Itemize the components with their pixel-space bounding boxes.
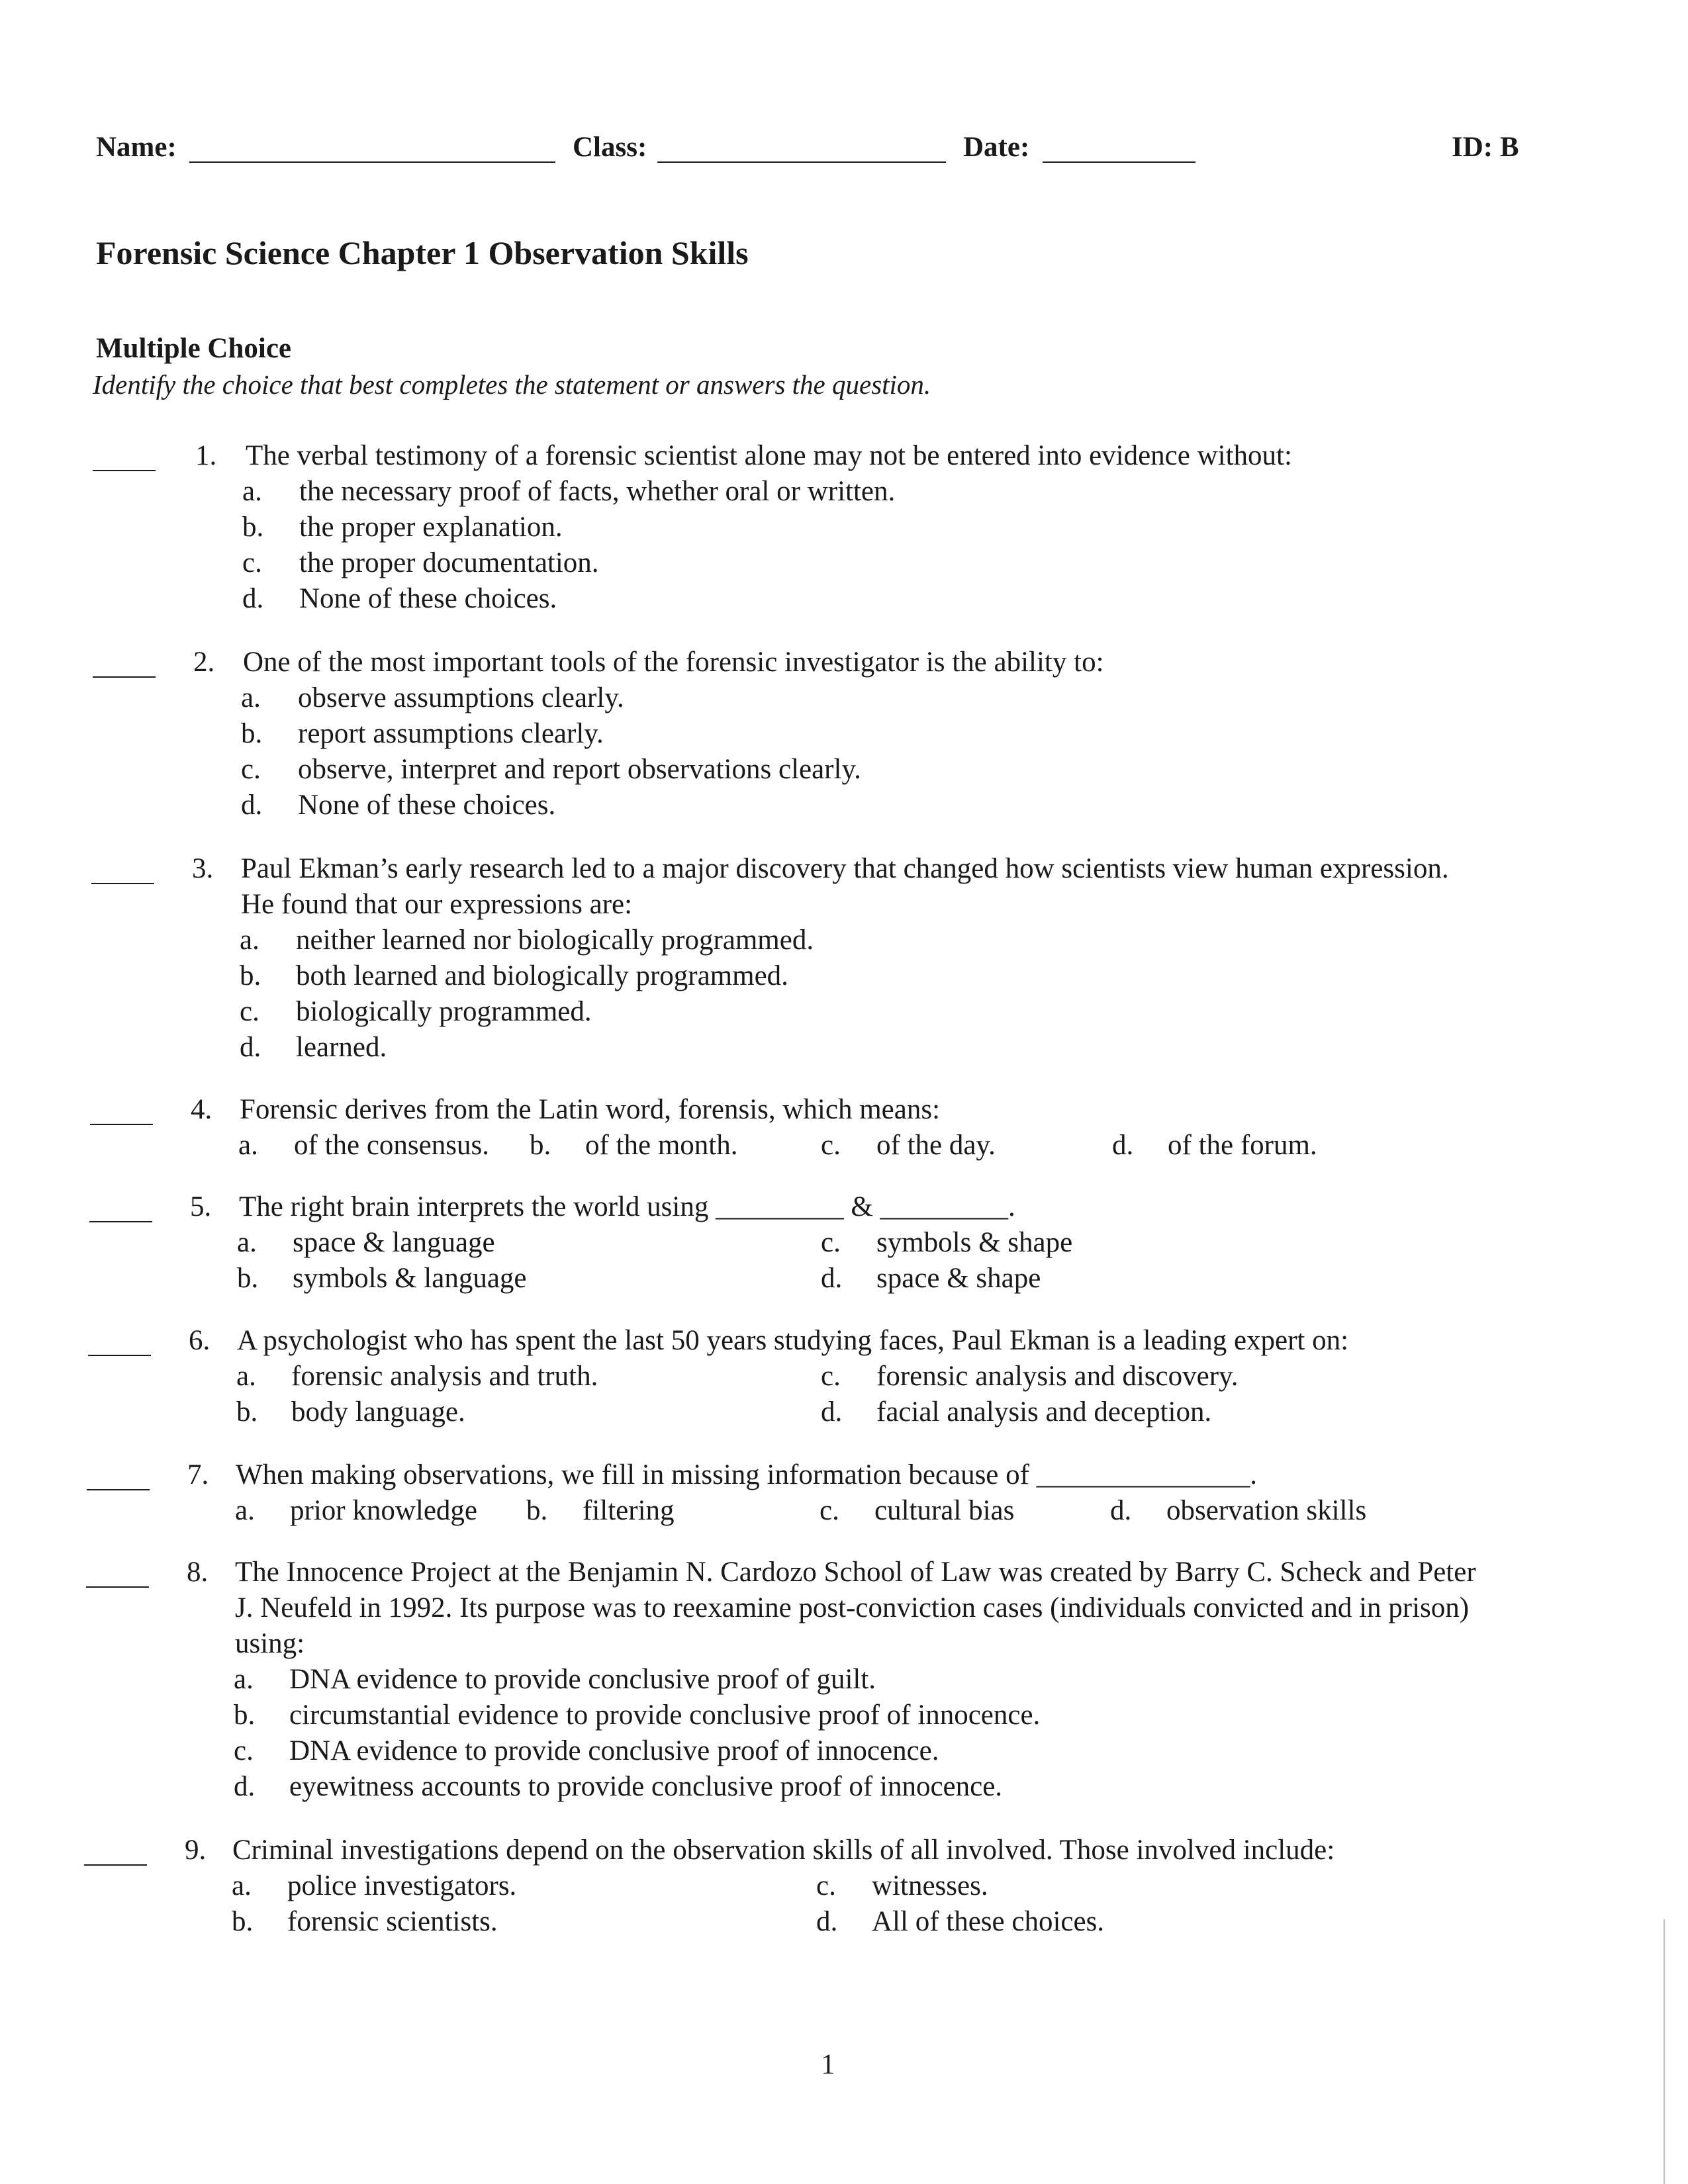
section-instructions: Identify the choice that best completes the statement or answers the question. [93, 369, 931, 400]
option-text: report assumptions clearly. [298, 718, 604, 749]
section-heading: Multiple Choice [96, 333, 291, 364]
answer-blank[interactable] [84, 1864, 147, 1866]
date-label: Date: [963, 132, 1030, 163]
question-number: 6. [189, 1325, 211, 1356]
answer-blank[interactable] [86, 1586, 149, 1588]
option-text: neither learned nor biologically programmed. [296, 925, 814, 956]
option-text: prior knowledge [290, 1495, 478, 1526]
option-text: the proper explanation. [299, 512, 563, 543]
scan-edge [1664, 1919, 1665, 2184]
question-stem: Criminal investigations depend on the observation skills of all involved. Those involved include: [232, 1835, 1335, 1866]
option-letter: a. [242, 476, 262, 507]
question-stem: One of the most important tools of the forensic investigator is the ability to: [243, 647, 1104, 678]
option-letter: d. [821, 1263, 843, 1294]
option-letter: b. [240, 960, 261, 991]
option-letter: c. [821, 1227, 841, 1258]
option-letter: c. [240, 996, 259, 1027]
option-letter: d. [242, 583, 264, 614]
option-text: forensic scientists. [287, 1906, 498, 1937]
question-stem: The Innocence Project at the Benjamin N. Cardozo School of Law was created by Barry C. Scheck and Peter [235, 1557, 1476, 1588]
question-number: 1. [195, 440, 217, 471]
class-label: Class: [573, 132, 647, 163]
option-text: of the month. [585, 1130, 738, 1161]
option-text: of the day. [876, 1130, 996, 1161]
option-text: the necessary proof of facts, whether oral or written. [299, 476, 896, 507]
option-letter: b. [237, 1263, 259, 1294]
option-letter: d. [241, 790, 263, 821]
answer-blank[interactable] [93, 470, 156, 471]
option-text: witnesses. [872, 1870, 988, 1901]
option-text: observation skills [1166, 1495, 1367, 1526]
option-letter: a. [241, 682, 261, 713]
option-text: filtering [583, 1495, 675, 1526]
question-stem: When making observations, we fill in missing information because of _______________. [236, 1459, 1257, 1490]
question-number: 5. [190, 1191, 212, 1222]
question-stem: He found that our expressions are: [241, 889, 633, 920]
class-field[interactable] [657, 161, 946, 163]
option-text: biologically programmed. [296, 996, 592, 1027]
option-letter: c. [820, 1495, 839, 1526]
option-letter: a. [240, 925, 259, 956]
option-letter: d. [1110, 1495, 1132, 1526]
option-letter: b. [530, 1130, 551, 1161]
option-letter: a. [237, 1227, 257, 1258]
option-text: circumstantial evidence to provide conclusive proof of innocence. [289, 1700, 1041, 1731]
option-text: body language. [291, 1396, 465, 1428]
option-letter: d. [816, 1906, 838, 1937]
option-letter: c. [821, 1130, 841, 1161]
option-letter: c. [816, 1870, 836, 1901]
date-field[interactable] [1043, 161, 1196, 163]
option-letter: a. [235, 1495, 255, 1526]
answer-blank[interactable] [91, 883, 154, 884]
answer-blank[interactable] [87, 1489, 150, 1490]
option-text: space & shape [876, 1263, 1041, 1294]
option-text: cultural bias [874, 1495, 1015, 1526]
answer-blank[interactable] [88, 1355, 151, 1356]
option-letter: a. [236, 1361, 256, 1392]
option-text: DNA evidence to provide conclusive proof of guilt. [289, 1664, 876, 1695]
option-text: both learned and biologically programmed. [296, 960, 788, 991]
question-stem: The verbal testimony of a forensic scientist alone may not be entered into evidence without: [246, 440, 1292, 471]
option-text: forensic analysis and discovery. [876, 1361, 1239, 1392]
option-text: observe assumptions clearly. [298, 682, 624, 713]
option-letter: c. [234, 1735, 254, 1766]
question-number: 3. [192, 853, 214, 884]
option-text: eyewitness accounts to provide conclusive proof of innocence. [289, 1771, 1003, 1802]
option-letter: a. [238, 1130, 258, 1161]
question-stem: Paul Ekman’s early research led to a major discovery that changed how scientists view human expression. [241, 853, 1449, 884]
option-letter: c. [241, 754, 261, 785]
question-stem: A psychologist who has spent the last 50 years studying faces, Paul Ekman is a leading expert on: [237, 1325, 1349, 1356]
question-stem: The right brain interprets the world using _________ & _________. [239, 1191, 1015, 1222]
option-text: symbols & language [293, 1263, 527, 1294]
option-text: None of these choices. [298, 790, 556, 821]
option-text: police investigators. [287, 1870, 517, 1901]
name-field[interactable] [189, 161, 555, 163]
option-text: facial analysis and deception. [876, 1396, 1212, 1428]
option-text: learned. [296, 1032, 387, 1063]
answer-blank[interactable] [89, 1221, 152, 1222]
option-letter: c. [242, 547, 262, 578]
question-number: 8. [187, 1557, 209, 1588]
option-letter: b. [526, 1495, 548, 1526]
question-stem: Forensic derives from the Latin word, forensis, which means: [240, 1094, 941, 1125]
question-number: 9. [185, 1835, 207, 1866]
option-text: observe, interpret and report observations clearly. [298, 754, 861, 785]
option-text: space & language [293, 1227, 495, 1258]
option-letter: b. [241, 718, 263, 749]
option-letter: c. [821, 1361, 841, 1392]
option-letter: d. [821, 1396, 843, 1428]
question-number: 7. [187, 1459, 209, 1490]
option-letter: a. [232, 1870, 252, 1901]
question-number: 4. [191, 1094, 212, 1125]
option-letter: a. [234, 1664, 254, 1695]
option-letter: d. [234, 1771, 256, 1802]
option-letter: b. [236, 1396, 258, 1428]
page-number: 1 [821, 2049, 835, 2080]
option-letter: b. [232, 1906, 254, 1937]
option-text: forensic analysis and truth. [291, 1361, 598, 1392]
option-text: of the forum. [1168, 1130, 1317, 1161]
question-stem: J. Neufeld in 1992. Its purpose was to reexamine post-conviction cases (individuals convicted and in prison) [235, 1592, 1470, 1623]
answer-blank[interactable] [90, 1124, 153, 1125]
option-text: the proper documentation. [299, 547, 599, 578]
option-letter: b. [242, 512, 264, 543]
option-letter: b. [234, 1700, 256, 1731]
option-text: of the consensus. [294, 1130, 489, 1161]
answer-blank[interactable] [93, 676, 156, 678]
option-letter: d. [240, 1032, 261, 1063]
id-label: ID: B [1452, 132, 1519, 163]
question-stem: using: [235, 1628, 305, 1659]
page-title: Forensic Science Chapter 1 Observation Skills [96, 234, 749, 271]
option-text: symbols & shape [876, 1227, 1073, 1258]
question-number: 2. [193, 647, 215, 678]
name-label: Name: [96, 132, 177, 163]
option-text: None of these choices. [299, 583, 557, 614]
option-text: All of these choices. [872, 1906, 1105, 1937]
option-letter: d. [1112, 1130, 1134, 1161]
option-text: DNA evidence to provide conclusive proof of innocence. [289, 1735, 939, 1766]
